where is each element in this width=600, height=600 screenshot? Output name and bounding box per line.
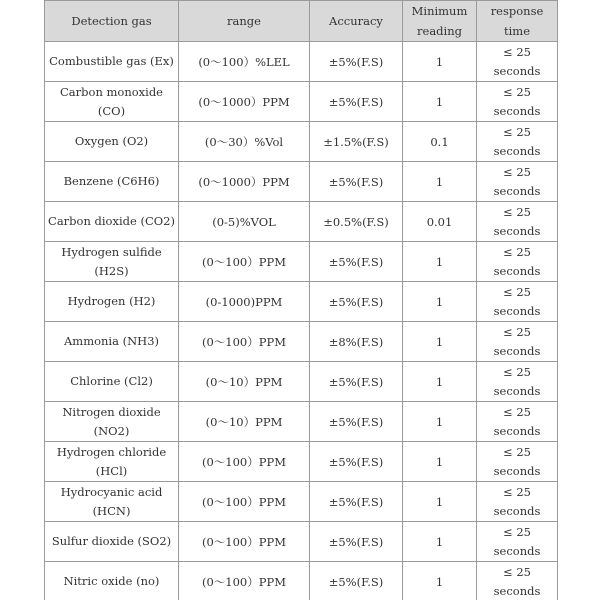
header-detection-gas: Detection gas bbox=[45, 1, 179, 42]
range-cell: (0-1000)PPM bbox=[179, 282, 310, 322]
table-row bbox=[45, 362, 558, 402]
response-time-value: ≤ 25 bbox=[503, 324, 531, 339]
table-row bbox=[45, 242, 558, 282]
table-body bbox=[45, 42, 558, 600]
table-row bbox=[45, 282, 558, 322]
range-cell: (0～10）PPM bbox=[179, 362, 310, 402]
gas-name-cell: Benzene (C6H6) bbox=[45, 162, 179, 202]
gas-name-cell: Hydrogen chloride (HCl) bbox=[45, 442, 179, 482]
table-row bbox=[45, 82, 558, 122]
response-time-unit: seconds bbox=[493, 103, 541, 118]
table-row bbox=[45, 162, 558, 202]
min-reading-cell: 1 bbox=[403, 42, 477, 82]
response-time-cell bbox=[477, 82, 558, 122]
response-time-value: ≤ 25 bbox=[503, 124, 531, 139]
response-time-cell bbox=[477, 362, 558, 402]
response-time-cell bbox=[477, 242, 558, 282]
accuracy-cell: ±5%(F.S) bbox=[310, 282, 403, 322]
header-accuracy: Accuracy bbox=[310, 1, 403, 42]
min-reading-cell: 0.1 bbox=[403, 122, 477, 162]
table-row bbox=[45, 522, 558, 562]
response-time-value: ≤ 25 bbox=[503, 444, 531, 459]
response-time-value: ≤ 25 bbox=[503, 164, 531, 179]
range-cell: (0～10）PPM bbox=[179, 402, 310, 442]
response-time-cell bbox=[477, 42, 558, 82]
accuracy-cell: ±5%(F.S) bbox=[310, 162, 403, 202]
accuracy-cell: ±5%(F.S) bbox=[310, 402, 403, 442]
min-reading-cell: 1 bbox=[403, 442, 477, 482]
min-reading-cell: 1 bbox=[403, 362, 477, 402]
accuracy-cell: ±8%(F.S) bbox=[310, 322, 403, 362]
response-time-cell bbox=[477, 282, 558, 322]
min-reading-cell: 1 bbox=[403, 162, 477, 202]
gas-detection-spec-table bbox=[44, 0, 558, 600]
response-time-cell bbox=[477, 202, 558, 242]
response-time-cell bbox=[477, 562, 558, 600]
response-time-unit: seconds bbox=[493, 343, 541, 358]
response-time-cell bbox=[477, 442, 558, 482]
table-row bbox=[45, 122, 558, 162]
response-time-cell bbox=[477, 402, 558, 442]
response-time-value: ≤ 25 bbox=[503, 284, 531, 299]
accuracy-cell: ±5%(F.S) bbox=[310, 482, 403, 522]
response-time-unit: seconds bbox=[493, 423, 541, 438]
response-time-unit: seconds bbox=[493, 503, 541, 518]
gas-name-cell: Carbon dioxide (CO2) bbox=[45, 202, 179, 242]
gas-name-cell: Hydrogen (H2) bbox=[45, 282, 179, 322]
min-reading-cell: 1 bbox=[403, 322, 477, 362]
min-reading-cell: 1 bbox=[403, 242, 477, 282]
gas-name-cell: Nitric oxide (no) bbox=[45, 562, 179, 600]
response-time-unit: seconds bbox=[493, 183, 541, 198]
response-time-value: ≤ 25 bbox=[503, 84, 531, 99]
min-reading-cell: 1 bbox=[403, 282, 477, 322]
range-cell: (0～1000）PPM bbox=[179, 162, 310, 202]
accuracy-cell: ±5%(F.S) bbox=[310, 442, 403, 482]
response-time-value: ≤ 25 bbox=[503, 364, 531, 379]
response-time-cell bbox=[477, 482, 558, 522]
table-row bbox=[45, 482, 558, 522]
min-reading-cell: 1 bbox=[403, 482, 477, 522]
accuracy-cell: ±5%(F.S) bbox=[310, 42, 403, 82]
range-cell: (0～1000）PPM bbox=[179, 82, 310, 122]
response-time-value: ≤ 25 bbox=[503, 204, 531, 219]
table-row bbox=[45, 442, 558, 482]
response-time-unit: seconds bbox=[493, 303, 541, 318]
table-row bbox=[45, 202, 558, 242]
gas-name-cell: Hydrocyanic acid (HCN) bbox=[45, 482, 179, 522]
response-time-unit: seconds bbox=[493, 223, 541, 238]
min-reading-cell: 1 bbox=[403, 522, 477, 562]
response-time-unit: seconds bbox=[493, 63, 541, 78]
response-time-cell bbox=[477, 122, 558, 162]
response-time-unit: seconds bbox=[493, 583, 541, 598]
accuracy-cell: ±5%(F.S) bbox=[310, 562, 403, 600]
gas-name-cell: Sulfur dioxide (SO2) bbox=[45, 522, 179, 562]
range-cell: (0～100）PPM bbox=[179, 562, 310, 600]
range-cell: (0～100）PPM bbox=[179, 482, 310, 522]
response-time-unit: seconds bbox=[493, 383, 541, 398]
min-reading-cell: 1 bbox=[403, 82, 477, 122]
gas-name-cell: Combustible gas (Ex) bbox=[45, 42, 179, 82]
min-reading-cell: 1 bbox=[403, 562, 477, 600]
response-time-value: ≤ 25 bbox=[503, 404, 531, 419]
range-cell: (0～100）PPM bbox=[179, 522, 310, 562]
range-cell: (0～100）%LEL bbox=[179, 42, 310, 82]
range-cell: (0-5)%VOL bbox=[179, 202, 310, 242]
response-time-value: ≤ 25 bbox=[503, 564, 531, 579]
range-cell: (0～100）PPM bbox=[179, 442, 310, 482]
gas-name-cell: Nitrogen dioxide (NO2) bbox=[45, 402, 179, 442]
table-row bbox=[45, 42, 558, 82]
response-time-unit: seconds bbox=[493, 463, 541, 478]
table-header-row bbox=[45, 1, 558, 42]
gas-name-cell: Carbon monoxide (CO) bbox=[45, 82, 179, 122]
accuracy-cell: ±5%(F.S) bbox=[310, 82, 403, 122]
table-row bbox=[45, 402, 558, 442]
gas-name-cell: Chlorine (Cl2) bbox=[45, 362, 179, 402]
response-time-cell bbox=[477, 162, 558, 202]
header-range: range bbox=[179, 1, 310, 42]
response-time-value: ≤ 25 bbox=[503, 244, 531, 259]
range-cell: (0～100）PPM bbox=[179, 322, 310, 362]
header-minimum-reading: Minimum reading bbox=[403, 1, 477, 42]
response-time-unit: seconds bbox=[493, 543, 541, 558]
response-time-unit: seconds bbox=[493, 263, 541, 278]
accuracy-cell: ±1.5%(F.S) bbox=[310, 122, 403, 162]
response-time-value: ≤ 25 bbox=[503, 44, 531, 59]
table-row bbox=[45, 562, 558, 600]
range-cell: (0～100）PPM bbox=[179, 242, 310, 282]
accuracy-cell: ±5%(F.S) bbox=[310, 522, 403, 562]
min-reading-cell: 1 bbox=[403, 402, 477, 442]
accuracy-cell: ±5%(F.S) bbox=[310, 242, 403, 282]
gas-name-cell: Oxygen (O2) bbox=[45, 122, 179, 162]
response-time-value: ≤ 25 bbox=[503, 484, 531, 499]
gas-name-cell: Ammonia (NH3) bbox=[45, 322, 179, 362]
accuracy-cell: ±5%(F.S) bbox=[310, 362, 403, 402]
response-time-cell bbox=[477, 322, 558, 362]
response-time-cell bbox=[477, 522, 558, 562]
min-reading-cell: 0.01 bbox=[403, 202, 477, 242]
header-response-time: response time bbox=[477, 1, 558, 42]
response-time-unit: seconds bbox=[493, 143, 541, 158]
range-cell: (0～30）%Vol bbox=[179, 122, 310, 162]
response-time-value: ≤ 25 bbox=[503, 524, 531, 539]
gas-name-cell: Hydrogen sulfide (H2S) bbox=[45, 242, 179, 282]
table-row bbox=[45, 322, 558, 362]
accuracy-cell: ±0.5%(F.S) bbox=[310, 202, 403, 242]
